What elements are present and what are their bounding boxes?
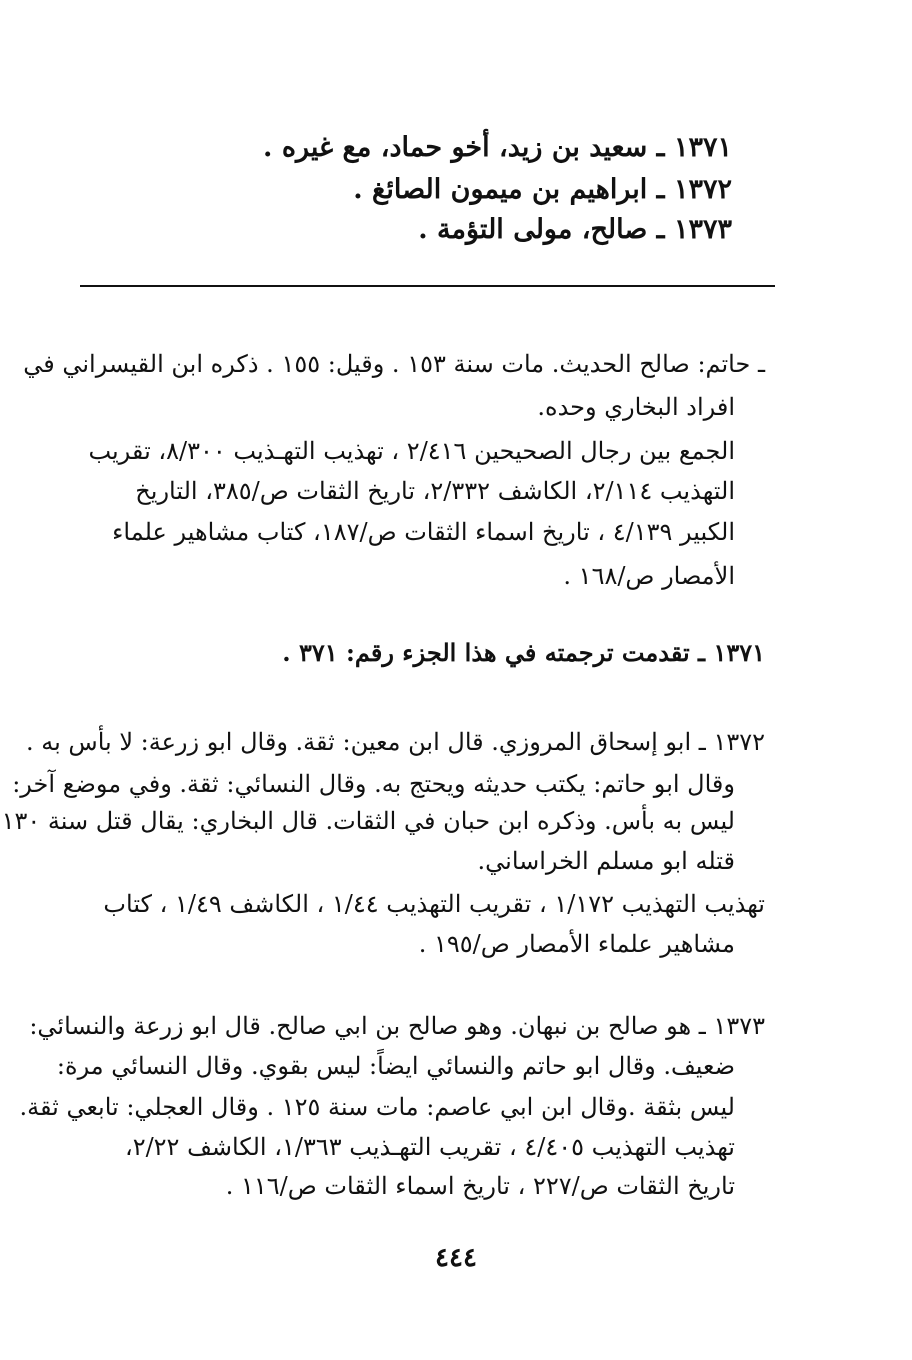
footnote-continuation-line: الكبير ٤/١٣٩ ، تاريخ اسماء الثقات ص/١٨٧، كتاب مشاهير علماء: [112, 518, 735, 546]
footnote-continuation-line: التهذيب ٢/١١٤، الكاشف ٢/٣٣٢، تاريخ الثقات ص/٣٨٥، التاريخ: [135, 477, 735, 505]
footnote-1372-line: تهذيب التهذيب ١/١٧٢ ، تقريب التهذيب ١/٤٤ ، الكاشف ١/٤٩ ، كتاب: [103, 890, 765, 918]
footnote-continuation-line: الجمع بين رجال الصحيحين ٢/٤١٦ ، تهذيب التهـذيب ٨/٣٠٠، تقريب: [88, 437, 735, 465]
footnote-1373-line: تاريخ الثقات ص/٢٢٧ ، تاريخ اسماء الثقات ص/١١٦ .: [225, 1172, 735, 1200]
footnote-1373-line: ١٣٧٣ ـ هو صالح بن نبهان. وهو صالح بن ابي صالح. قال ابو زرعة والنسائي:: [29, 1012, 765, 1040]
footnote-1371: ١٣٧١ ـ تقدمت ترجمته في هذا الجزء رقم: ٣٧١ .: [282, 638, 765, 667]
footnote-1372-line: مشاهير علماء الأمصار ص/١٩٥ .: [418, 930, 735, 958]
footnote-1373-line: ليس بثقة .وقال ابن ابي عاصم: مات سنة ١٢٥ . وقال العجلي: تابعي ثقة.: [19, 1093, 735, 1121]
footnote-continuation-line: افراد البخاري وحده.: [537, 393, 735, 421]
footnote-1373-line: ضعيف. وقال ابو حاتم والنسائي ايضاً: ليس بقوي. وقال النسائي مرة:: [56, 1052, 735, 1080]
footnote-1372-line: وقال ابو حاتم: يكتب حديثه ويحتج به. وقال النسائي: ثقة. وفي موضع آخر:: [12, 770, 735, 798]
entry-1372: ١٣٧٢ ـ ابراهيم بن ميمون الصائغ .: [353, 174, 732, 205]
footnote-1372-line: قتله ابو مسلم الخراساني.: [477, 847, 735, 875]
entry-1371: ١٣٧١ ـ سعيد بن زيد، أخو حماد، مع غيره .: [263, 132, 732, 163]
footnote-1372-line: ليس به بأس. وذكره ابن حبان في الثقات. قال البخاري: يقال قتل سنة ١٣٠: [1, 807, 735, 835]
entry-1373: ١٣٧٣ ـ صالح، مولى التؤمة .: [418, 214, 732, 245]
footnote-continuation-line: الأمصار ص/١٦٨ .: [563, 562, 735, 590]
footnote-continuation-line: ـ حاتم: صالح الحديث. مات سنة ١٥٣ . وقيل: ١٥٥ . ذكره ابن القيسراني في: [23, 350, 765, 378]
footnote-separator: [80, 285, 775, 287]
page-number: ٤٤٤: [435, 1243, 477, 1273]
footnote-1372-line: ١٣٧٢ ـ ابو إسحاق المروزي. قال ابن معين: ثقة. وقال ابو زرعة: لا بأس به .: [25, 728, 765, 756]
footnote-1373-line: تهذيب التهذيب ٤/٤٠٥ ، تقريب التهـذيب ١/٣٦٣، الكاشف ٢/٢٢،: [124, 1133, 735, 1161]
